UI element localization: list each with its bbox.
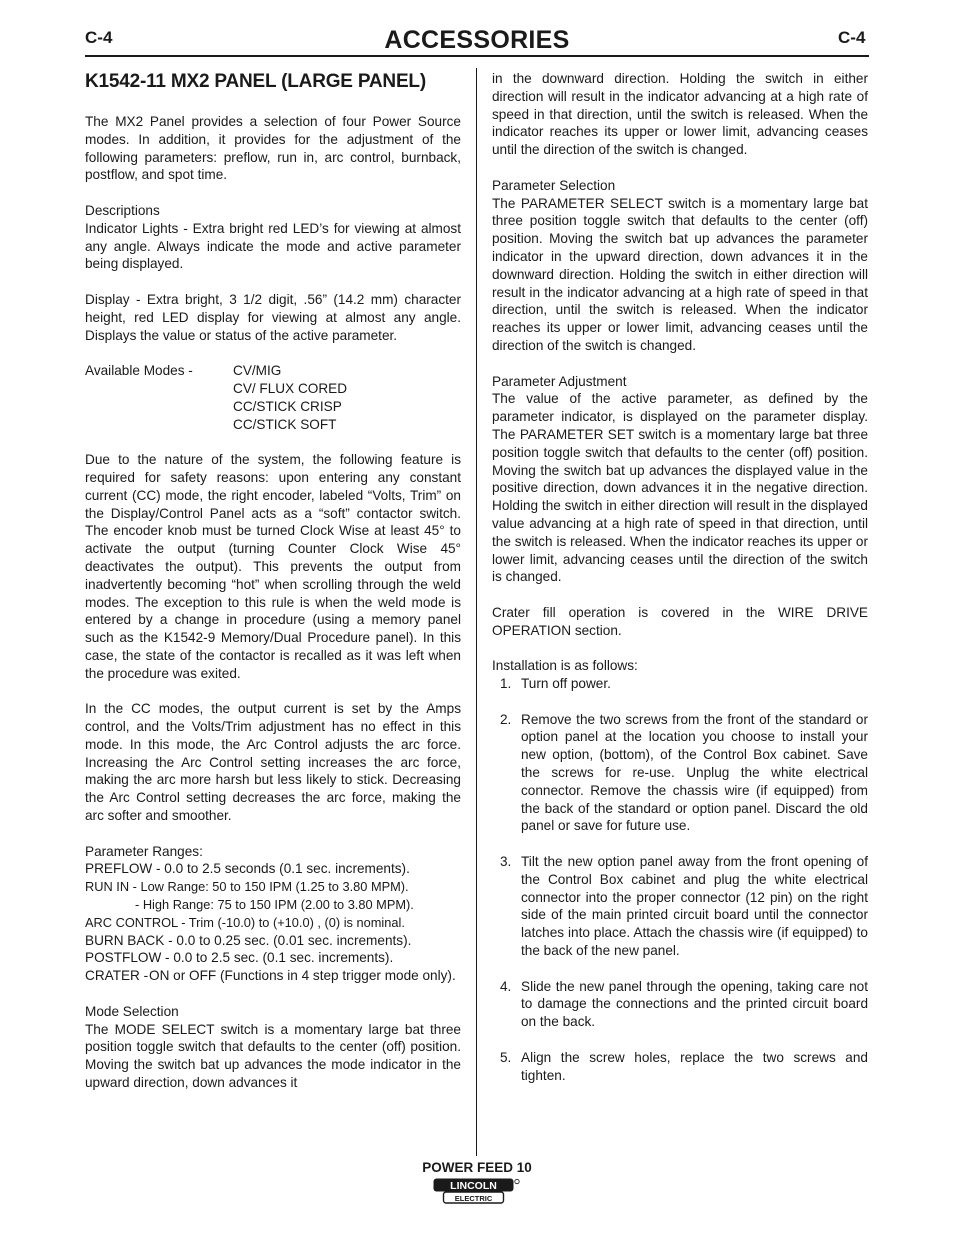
left-column <box>85 68 461 1110</box>
installation-heading: Installation is as follows: <box>492 658 638 674</box>
mode-item: CC/STICK SOFT <box>233 416 337 432</box>
range-postflow: POSTFLOW - 0.0 to 2.5 sec. (0.1 sec. increments). <box>85 950 394 966</box>
descriptions-heading: Descriptions <box>85 202 160 218</box>
parameter-selection-paragraph: The PARAMETER SELECT switch is a momentary large bat three position toggle switch that defaults to the center (off) position. Moving the switch bat up advances the parameter indicator in the upward direction, down advances it in the downward direction. Holding the switch in either direction will result in the indicator advancing at a high rate of speed in that direction, until the switch is released. When the indicator reaches its upper or lower limit, advancing ceases until the direction of the switch is changed. <box>492 195 868 353</box>
step-number: 2. <box>500 711 512 727</box>
page-code-right: C-4 <box>838 28 866 47</box>
parameter-selection-heading: Parameter Selection <box>492 177 616 193</box>
header-rule <box>85 55 869 57</box>
step-number: 1. <box>500 676 512 692</box>
installation-steps <box>492 675 868 1084</box>
range-crater <box>85 967 461 985</box>
cc-modes-paragraph: In the CC modes, the output current is set by the Amps control, and the Volts/Trim adjustment has no effect in this mode. In this mode, the Arc Control adjusts the arc force. Increasing the Arc Control setting increases the arc force, making the arc more harsh but less likely to stick. Decreasing the Arc Control setting decreases the arc force, making the arc softer and smoother. <box>85 701 461 824</box>
mode-item: CV/MIG <box>233 363 282 379</box>
available-modes <box>85 362 461 433</box>
step-text: Align the screw holes, replace the two screws and tighten. <box>521 1049 868 1083</box>
lincoln-electric-logo <box>433 1178 521 1205</box>
step-text: Turn off power. <box>521 676 611 692</box>
installation-step <box>492 978 868 1031</box>
installation-step <box>492 711 868 836</box>
step-text: Tilt the new option panel away from the front opening of the Control Box cabinet and plug the white electrical connector into the proper connector (12 pin) on the right side of the main printed circuit board until the connector latches into place. Attach the chassis wire (if equipped) to the back of the new panel. <box>521 854 868 959</box>
page-title: ACCESSORIES <box>384 26 570 54</box>
ranges-heading: Parameter Ranges: <box>85 843 203 859</box>
right-column <box>492 70 868 1102</box>
range-run-in-high: - High Range: 75 to 150 IPM (2.00 to 3.80 MPM). <box>135 897 414 913</box>
parameter-ranges <box>85 843 461 985</box>
range-run-in-low: RUN IN - Low Range: 50 to 150 IPM (1.25 to 3.80 MPM). <box>85 879 409 895</box>
footer-product-name: POWER FEED 10 <box>422 1160 532 1175</box>
page-code-left: C-4 <box>85 28 113 47</box>
installation-step <box>492 853 868 960</box>
logo-line-2: ELECTRIC <box>454 1193 493 1203</box>
step-number: 3. <box>500 854 512 870</box>
display-paragraph: Display - Extra bright, 3 1/2 digit, .56” (14.2 mm) character height, red LED display for viewing at almost any angle. Displays the value or status of the active parameter. <box>85 291 461 343</box>
installation-step <box>492 675 868 693</box>
mode-selection-continued: in the downward direction. Holding the switch in either direction will result in the indicator advancing at a high rate of speed in that direction, until the switch is released. When the indicator reaches its upper or lower limit, advancing ceases until the direction of the switch is changed. <box>492 71 868 158</box>
parameter-adjustment-paragraph: The value of the active parameter, as defined by the parameter indicator, is displayed on the parameter display. The PARAMETER SET switch is a momentary large bat three position toggle switch that defaults to the center (off) position. Moving the switch bat up advances the displayed value in the positive direction, down advances it in the negative direction. Holding the switch in either direction will result in the displayed value advancing at a high rate of speed in that direction, until the switch is released. When the indicator reaches its upper or lower limit, advancing ceases until the direction of the switch is changed. <box>492 391 868 585</box>
step-text: Slide the new panel through the opening, taking care not to damage the connections and the printed circuit board on the back. <box>521 978 868 1030</box>
parameter-adjustment-heading: Parameter Adjustment <box>492 373 627 389</box>
range-arc-control: ARC CONTROL - Trim (-10.0) to (+10.0) , (0) is nominal. <box>85 914 405 930</box>
range-preflow: PREFLOW - 0.0 to 2.5 seconds (0.1 sec. increments). <box>85 861 410 877</box>
mode-item: CV/ FLUX CORED <box>233 380 348 396</box>
step-text: Remove the two screws from the front of the standard or option panel at the location you choose to install your new option, (bottom), of the Control Box cabinet. Save the screws for re-use. Unplug the white electrical connector. Remove the chassis wire (if equipped) from the back of the standard or option panel. Discard the old panel or save for future use. <box>521 711 868 834</box>
indicator-lights-paragraph: Indicator Lights - Extra bright red LED’s for viewing at almost any angle. Always indicate the mode and active parameter being displayed. <box>85 220 461 272</box>
step-number: 4. <box>500 978 512 994</box>
mode-selection-paragraph: The MODE SELECT switch is a momentary large bat three position toggle switch that defaults to the center (off) position. Moving the switch bat up advances the mode indicator in the upward direction, down advances it <box>85 1021 461 1091</box>
mode-item: CC/STICK CRISP <box>233 398 342 414</box>
column-divider <box>476 68 477 1156</box>
range-burn-back: BURN BACK - 0.0 to 0.25 sec. (0.01 sec. increments). <box>85 932 412 948</box>
intro-paragraph: The MX2 Panel provides a selection of four Power Source modes. In addition, it provides for the adjustment of the following parameters: preflow, run in, arc control, burnback, postflow, and spot time. <box>85 114 461 183</box>
logo-line-1: LINCOLN <box>450 1180 497 1192</box>
safety-paragraph: Due to the nature of the system, the following feature is required for safety reasons: upon entering any constant current (CC) mode, the right encoder, labeled “Volts, Trim” on the Display/Control Panel acts as a “soft” contactor switch. The encoder knob must be turned Clock Wise at least 45° to activate the output (turning Counter Clock Wise 45° deactivates the output). This prevents the output from inadvertently becoming “hot” when scrolling through the weld modes. The exception to this rule is when the weld mode is entered by a change in procedure (using a memory panel such as the K1542-9 Memory/Dual Procedure panel). In this case, the state of the contactor is recalled as it was left when the procedure was exited. <box>85 452 461 681</box>
section-heading: K1542-11 MX2 PANEL (LARGE PANEL) <box>85 71 426 92</box>
installation-step <box>492 1049 868 1085</box>
mode-selection-heading: Mode Selection <box>85 1003 179 1019</box>
modes-list <box>233 362 461 433</box>
step-number: 5. <box>500 1049 512 1065</box>
range-crater-text: ON or OFF (Functions in 4 step trigger mode only). <box>149 968 456 984</box>
crater-fill-paragraph: Crater fill operation is covered in the WIRE DRIVE OPERATION section. <box>492 604 868 638</box>
modes-label: Available Modes - <box>85 363 193 379</box>
range-crater-label: CRATER - <box>85 968 149 984</box>
